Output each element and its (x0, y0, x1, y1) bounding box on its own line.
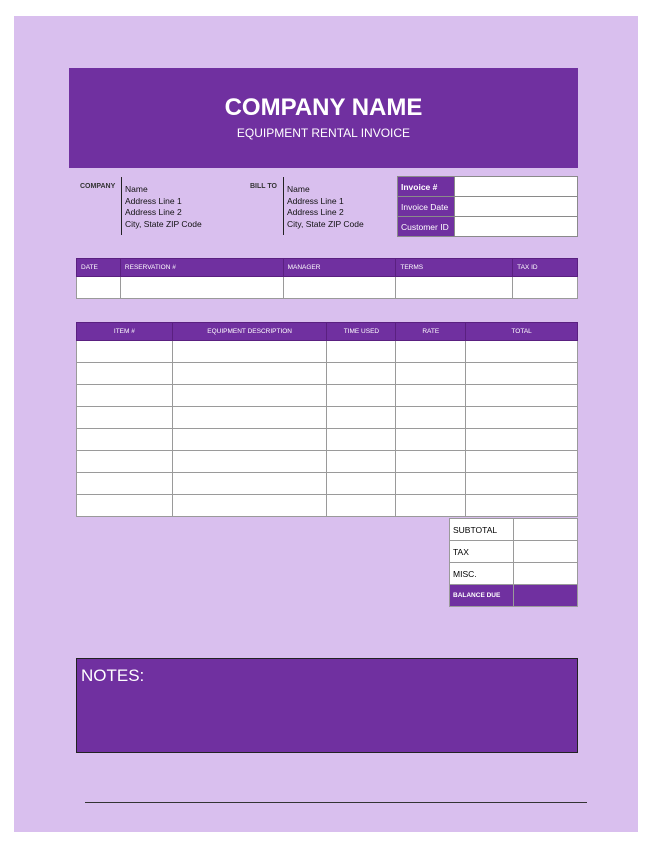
company-label: COMPANY (80, 183, 116, 190)
total-cell[interactable] (466, 407, 578, 429)
subtotal-field[interactable] (514, 519, 578, 541)
description-cell[interactable] (172, 407, 327, 429)
invoice-date-field[interactable] (455, 197, 578, 217)
company-address-line2[interactable]: Address Line 2 (125, 207, 182, 217)
col-header-total: TOTAL (466, 323, 578, 341)
items-table (76, 322, 578, 517)
item-row (77, 385, 578, 407)
notes-label: NOTES: (81, 666, 145, 685)
rate-cell[interactable] (396, 495, 466, 517)
item-cell[interactable] (77, 407, 173, 429)
item-cell[interactable] (77, 385, 173, 407)
invoice-meta-table (397, 176, 578, 237)
rate-cell[interactable] (396, 429, 466, 451)
notes-box[interactable] (76, 658, 578, 753)
item-row (77, 341, 578, 363)
rate-cell[interactable] (396, 341, 466, 363)
tax-id-cell[interactable] (513, 277, 578, 299)
company-city-state-zip[interactable]: City, State ZIP Code (125, 218, 202, 229)
subtotal-label: SUBTOTAL (450, 519, 514, 541)
tax-row (450, 541, 578, 563)
rate-cell[interactable] (396, 473, 466, 495)
bill-to-city-state-zip[interactable]: City, State ZIP Code (287, 218, 364, 229)
balance-due-field[interactable] (514, 585, 578, 607)
total-cell[interactable] (466, 341, 578, 363)
description-cell[interactable] (172, 385, 327, 407)
items-body (77, 341, 578, 517)
balance-due-label: BALANCE DUE (450, 585, 514, 607)
totals-table (449, 518, 578, 607)
description-cell[interactable] (172, 429, 327, 451)
time-used-cell[interactable] (327, 495, 396, 517)
company-address (125, 184, 202, 230)
items-header-row (77, 323, 578, 341)
date-cell[interactable] (77, 277, 121, 299)
col-header-date: DATE (77, 259, 121, 277)
rate-cell[interactable] (396, 407, 466, 429)
description-cell[interactable] (172, 495, 327, 517)
col-header-item: ITEM # (77, 323, 173, 341)
tax-label: TAX (450, 541, 514, 563)
invoice-subtitle: EQUIPMENT RENTAL INVOICE (236, 126, 411, 140)
col-header-rate: RATE (396, 323, 466, 341)
misc-field[interactable] (514, 563, 578, 585)
col-header-terms: TERMS (396, 259, 513, 277)
total-cell[interactable] (466, 451, 578, 473)
col-header-tax-id: TAX ID (513, 259, 578, 277)
invoice-date-label: Invoice Date (398, 197, 455, 217)
col-header-reservation: RESERVATION # (120, 259, 283, 277)
item-row (77, 429, 578, 451)
bill-to-address-line2[interactable]: Address Line 2 (287, 207, 344, 217)
total-cell[interactable] (466, 429, 578, 451)
customer-id-field[interactable] (455, 217, 578, 237)
company-divider (121, 177, 122, 235)
item-row (77, 451, 578, 473)
bill-to-divider (283, 177, 284, 235)
invoice-number-label: Invoice # (398, 177, 455, 197)
col-header-manager: MANAGER (283, 259, 396, 277)
company-name-title: COMPANY NAME (224, 94, 423, 121)
col-header-description: EQUIPMENT DESCRIPTION (172, 323, 327, 341)
bill-to-address-line1[interactable]: Address Line 1 (287, 195, 344, 206)
item-cell[interactable] (77, 473, 173, 495)
misc-row (450, 563, 578, 585)
item-cell[interactable] (77, 341, 173, 363)
bill-to-label: BILL TO (250, 183, 277, 190)
company-address-line1[interactable]: Address Line 1 (125, 195, 182, 206)
col-header-time-used: TIME USED (327, 323, 396, 341)
header-band (69, 68, 578, 168)
item-row (77, 495, 578, 517)
reservation-table (76, 258, 578, 299)
item-cell[interactable] (77, 495, 173, 517)
total-cell[interactable] (466, 495, 578, 517)
terms-cell[interactable] (396, 277, 513, 299)
balance-due-row (450, 585, 578, 607)
description-cell[interactable] (172, 451, 327, 473)
customer-id-row (398, 217, 578, 237)
rate-cell[interactable] (396, 385, 466, 407)
tax-field[interactable] (514, 541, 578, 563)
manager-cell[interactable] (283, 277, 396, 299)
time-used-cell[interactable] (327, 341, 396, 363)
description-cell[interactable] (172, 341, 327, 363)
total-cell[interactable] (466, 473, 578, 495)
subtotal-row (450, 519, 578, 541)
invoice-number-row (398, 177, 578, 197)
time-used-cell[interactable] (327, 473, 396, 495)
time-used-cell[interactable] (327, 429, 396, 451)
reservation-header-row (77, 259, 578, 277)
item-row (77, 407, 578, 429)
rate-cell[interactable] (396, 363, 466, 385)
item-cell[interactable] (77, 429, 173, 451)
time-used-cell[interactable] (327, 407, 396, 429)
time-used-cell[interactable] (327, 385, 396, 407)
description-cell[interactable] (172, 473, 327, 495)
footer-line (85, 802, 587, 803)
time-used-cell[interactable] (327, 363, 396, 385)
customer-id-label: Customer ID (398, 217, 455, 237)
reservation-row (77, 277, 578, 299)
invoice-number-field[interactable] (455, 177, 578, 197)
misc-label: MISC. (450, 563, 514, 585)
item-row (77, 363, 578, 385)
description-cell[interactable] (172, 363, 327, 385)
item-cell[interactable] (77, 363, 173, 385)
bill-to-address (287, 184, 364, 230)
total-cell[interactable] (466, 385, 578, 407)
invoice-page (14, 16, 638, 832)
time-used-cell[interactable] (327, 451, 396, 473)
item-cell[interactable] (77, 451, 173, 473)
total-cell[interactable] (466, 363, 578, 385)
invoice-date-row (398, 197, 578, 217)
reservation-cell[interactable] (120, 277, 283, 299)
company-name-field[interactable]: Name (125, 184, 148, 194)
item-row (77, 473, 578, 495)
bill-to-name-field[interactable]: Name (287, 184, 310, 194)
rate-cell[interactable] (396, 451, 466, 473)
